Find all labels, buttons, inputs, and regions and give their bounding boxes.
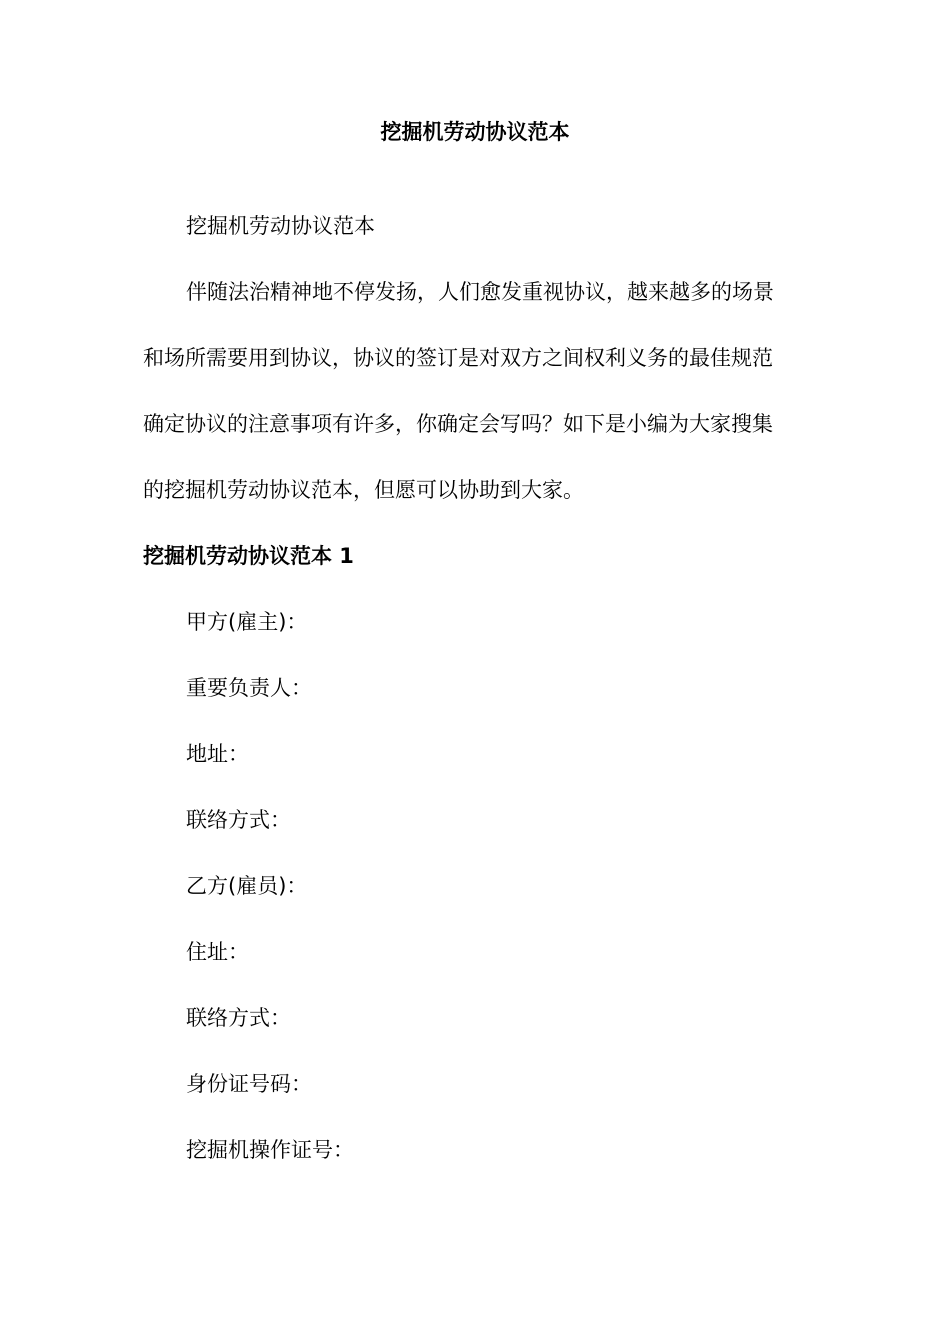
intro-line-3: 确定协议的注意事项有许多，你确定会写吗？如下是小编为大家搜集 bbox=[143, 412, 773, 436]
document-title: 挖掘机劳动协议范本 bbox=[380, 120, 570, 144]
intro-line-2: 和场所需要用到协议，协议的签订是对双方之间权利义务的最佳规范 bbox=[143, 346, 773, 370]
field-employee-contact: 联络方式： bbox=[186, 1006, 291, 1030]
field-id-number: 身份证号码： bbox=[186, 1072, 312, 1096]
intro-line-1: 伴随法治精神地不停发扬，人们愈发重视协议，越来越多的场景 bbox=[186, 280, 774, 304]
field-employer: 甲方(雇主)： bbox=[186, 610, 308, 634]
document-subtitle: 挖掘机劳动协议范本 bbox=[186, 214, 375, 238]
section-heading: 挖掘机劳动协议范本 1 bbox=[143, 544, 354, 568]
field-excavator-license: 挖掘机操作证号： bbox=[186, 1138, 354, 1162]
field-residence: 住址： bbox=[186, 940, 249, 964]
field-address: 地址： bbox=[186, 742, 249, 766]
field-principal: 重要负责人： bbox=[186, 676, 312, 700]
intro-line-4: 的挖掘机劳动协议范本，但愿可以协助到大家。 bbox=[143, 478, 584, 502]
field-employee: 乙方(雇员)： bbox=[186, 874, 308, 898]
field-employer-contact: 联络方式： bbox=[186, 808, 291, 832]
